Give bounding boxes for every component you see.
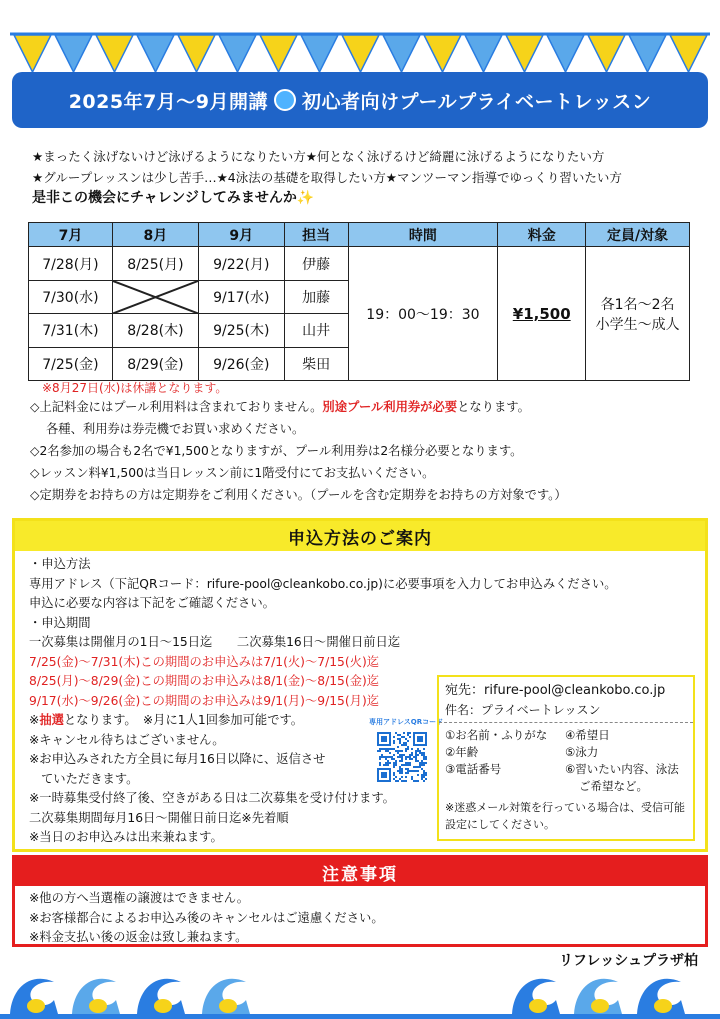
notice-box <box>12 855 708 947</box>
col-header-sep: 9月 <box>198 223 284 247</box>
price-value: ¥1,500 <box>512 304 571 323</box>
cell-aug-empty <box>112 280 198 313</box>
title-banner <box>12 72 708 128</box>
swimmer-face <box>154 999 172 1013</box>
cell-price <box>498 247 586 381</box>
mail-info-box <box>437 675 695 841</box>
bunting-flag <box>55 35 92 72</box>
swimmer-face <box>591 999 609 1013</box>
application-heading: 申込方法のご案内 <box>15 521 705 551</box>
notice-body <box>15 886 705 951</box>
cell-jul: 7/28(月) <box>29 247 113 280</box>
required-item: ②年齢 <box>445 745 479 759</box>
cell-aug: 8/29(金) <box>112 347 198 380</box>
note-3: ◇レッスン料¥1,500は当日レッスン前に1階受付にてお支払いください。 <box>30 466 435 480</box>
notice-line-1: ※他の方へ当選権の譲渡はできません。 <box>29 891 250 905</box>
period-july: 7/25(金)～7/31(木)この期間のお申込みは7/1(火)～7/15(火)迄 <box>29 654 380 669</box>
wave-decoration <box>0 966 720 1019</box>
mail-subject: 件名：プライベートレッスン <box>439 701 693 723</box>
bunting-flag <box>424 35 461 72</box>
cell-staff: 加藤 <box>284 280 348 313</box>
col-header-time: 時間 <box>348 223 498 247</box>
intro-line-3: 是非この機会にチャレンジしてみませんか✨ <box>32 190 315 206</box>
title-date: 2025年7月～9月開講 <box>68 90 269 113</box>
required-item-cont: ご希望など。 <box>579 779 648 793</box>
cell-aug: 8/28(木) <box>112 314 198 347</box>
title-text: 初心者向けプールプライベートレッスン <box>302 90 652 113</box>
note-1-sub: 各種、利用券は券売機でお買い求めください。 <box>46 422 305 436</box>
reply-note-2: ていただきます。 <box>41 771 139 786</box>
table-row <box>29 247 690 280</box>
bunting-flag <box>14 35 51 72</box>
intro-text <box>32 146 622 209</box>
lottery-highlight: 抽選 <box>39 713 64 727</box>
wave-icon <box>274 89 296 111</box>
required-item: ③電話番号 <box>445 762 502 776</box>
intro-line-2: ★グループレッスンは少し苦手…★4泳法の基礎を取得したい方★マンツーマン指導でゆっくり習いたい方 <box>32 170 622 185</box>
note-1-text: ◇上記料金にはプール利用料は含まれておりません。 <box>30 400 323 414</box>
col-header-staff: 担当 <box>284 223 348 247</box>
cell-sep: 9/17(水) <box>198 280 284 313</box>
swimmer-face <box>654 999 672 1013</box>
bunting-flag <box>301 35 338 72</box>
cell-jul: 7/31(木) <box>29 314 113 347</box>
bunting-flag <box>588 35 625 72</box>
method-line-1: 専用アドレス（下記QRコード：rifure-pool@cleankobo.co.jp)に必要事項を入力してお申込みください。 <box>29 576 617 591</box>
period-september: 9/17(水)～9/26(金)この期間のお申込みは9/1(月)～9/15(月)迄 <box>29 693 380 708</box>
note-1 <box>30 396 567 418</box>
cell-staff: 山井 <box>284 314 348 347</box>
swimmer-face <box>89 999 107 1013</box>
cell-sep: 9/26(金) <box>198 347 284 380</box>
reply-note-1: ※お申込みされた方全員に毎月16日以降に、返信させ <box>29 752 326 766</box>
required-item: ⑤泳力 <box>565 745 599 759</box>
lottery-text: となります。 ※月に1人1回参加可能です。 <box>63 713 304 727</box>
application-box <box>12 518 708 852</box>
cell-aug: 8/25(月) <box>112 247 198 280</box>
grid-spacer <box>445 778 565 795</box>
capacity-target: 小学生～成人 <box>595 316 680 333</box>
notes-section <box>30 380 567 506</box>
lottery-mark: ※ <box>29 713 40 727</box>
cell-sep: 9/25(木) <box>198 314 284 347</box>
col-header-price: 料金 <box>498 223 586 247</box>
notice-line-3: ※料金支払い後の返金は致し兼ねます。 <box>29 930 248 944</box>
qr-label: 専用アドレスQRコード <box>369 718 444 726</box>
cell-staff: 柴田 <box>284 347 348 380</box>
swimmer-face <box>219 999 237 1013</box>
bunting-flag <box>260 35 297 72</box>
required-item: ①お名前・ふりがな <box>445 728 548 742</box>
cell-jul: 7/30(水) <box>29 280 113 313</box>
bunting-flag <box>547 35 584 72</box>
bunting-flag <box>342 35 379 72</box>
period-august: 8/25(月)～8/29(金)この期間のお申込みは8/1(金)～8/15(金)迄 <box>29 674 380 688</box>
swimmer-face <box>529 999 547 1013</box>
cross-out-icon <box>113 281 198 313</box>
note-2: ◇2名参加の場合も2名で¥1,500となりますが、プール利用券は2名様分必要となります。 <box>30 444 523 458</box>
schedule-header-row <box>29 223 690 247</box>
second-round-note-2: 二次募集期間毎月16日～開催日前日迄※先着順 <box>29 810 289 825</box>
cell-staff: 伊藤 <box>284 247 348 280</box>
same-day-note: ※当日のお申込みは出来兼ねます。 <box>29 830 223 844</box>
bunting-flag <box>137 35 174 72</box>
period-line-1: 一次募集は開催月の1日～15日迄 二次募集16日～開催日前日迄 <box>29 635 401 649</box>
col-header-aug: 8月 <box>112 223 198 247</box>
bunting-flag <box>219 35 256 72</box>
bunting-flag <box>506 35 543 72</box>
method-label: ・申込方法 <box>29 557 91 571</box>
bunting-flag <box>670 35 707 72</box>
cell-time: 19：00～19：30 <box>348 247 498 381</box>
swimmer-face <box>27 999 45 1013</box>
schedule-table <box>28 222 690 381</box>
mail-footnote: ※迷惑メール対策を行っている場合は、受信可能設定にしてください。 <box>445 801 685 831</box>
note-1-end: となります。 <box>457 400 530 414</box>
required-item: ④希望日 <box>565 728 610 742</box>
notice-line-2: ※お客様都合によるお申込み後のキャンセルはご遠慮ください。 <box>29 910 384 925</box>
mail-to: 宛先：rifure-pool@cleankobo.co.jp <box>445 683 666 698</box>
cell-sep: 9/22(月) <box>198 247 284 280</box>
bunting-flag <box>629 35 666 72</box>
col-header-jul: 7月 <box>29 223 113 247</box>
closure-warning: ※8月27日(水)は休講となります。 <box>42 381 228 395</box>
bunting-flag <box>383 35 420 72</box>
bunting-flag <box>96 35 133 72</box>
cancel-wait-note: ※キャンセル待ちはございません。 <box>29 732 225 747</box>
second-round-note-1: ※一時募集受付終了後、空きがある日は二次募集を受け付けます。 <box>29 791 395 805</box>
cell-jul: 7/25(金) <box>29 347 113 380</box>
method-line-2: 申込に必要な内容は下記をご確認ください。 <box>29 596 275 610</box>
period-label: ・申込期間 <box>29 615 91 630</box>
required-items <box>439 723 693 795</box>
qr-code-icon[interactable] <box>377 731 427 783</box>
organization-name: リフレッシュプラザ柏 <box>558 953 698 969</box>
intro-line-1: ★まったく泳げないけど泳げるようになりたい方★何となく泳げるけど綺麗に泳げるようになりたい方 <box>32 149 605 164</box>
note-4: ◇定期券をお持ちの方は定期券をご利用ください。（プールを含む定期券をお持ちの方対象です。） <box>30 488 567 502</box>
required-item: ⑥習いたい内容、泳法 <box>565 762 679 776</box>
col-header-capacity: 定員/対象 <box>586 223 690 247</box>
notice-heading: 注意事項 <box>15 858 705 886</box>
note-1-highlight: 別途プール利用券が必要 <box>322 400 458 414</box>
wave-baseline <box>0 1014 720 1019</box>
bunting-flag <box>465 35 502 72</box>
cell-capacity <box>586 247 690 381</box>
capacity-count: 各1名～2名 <box>600 296 675 313</box>
bunting-flag <box>178 35 215 72</box>
